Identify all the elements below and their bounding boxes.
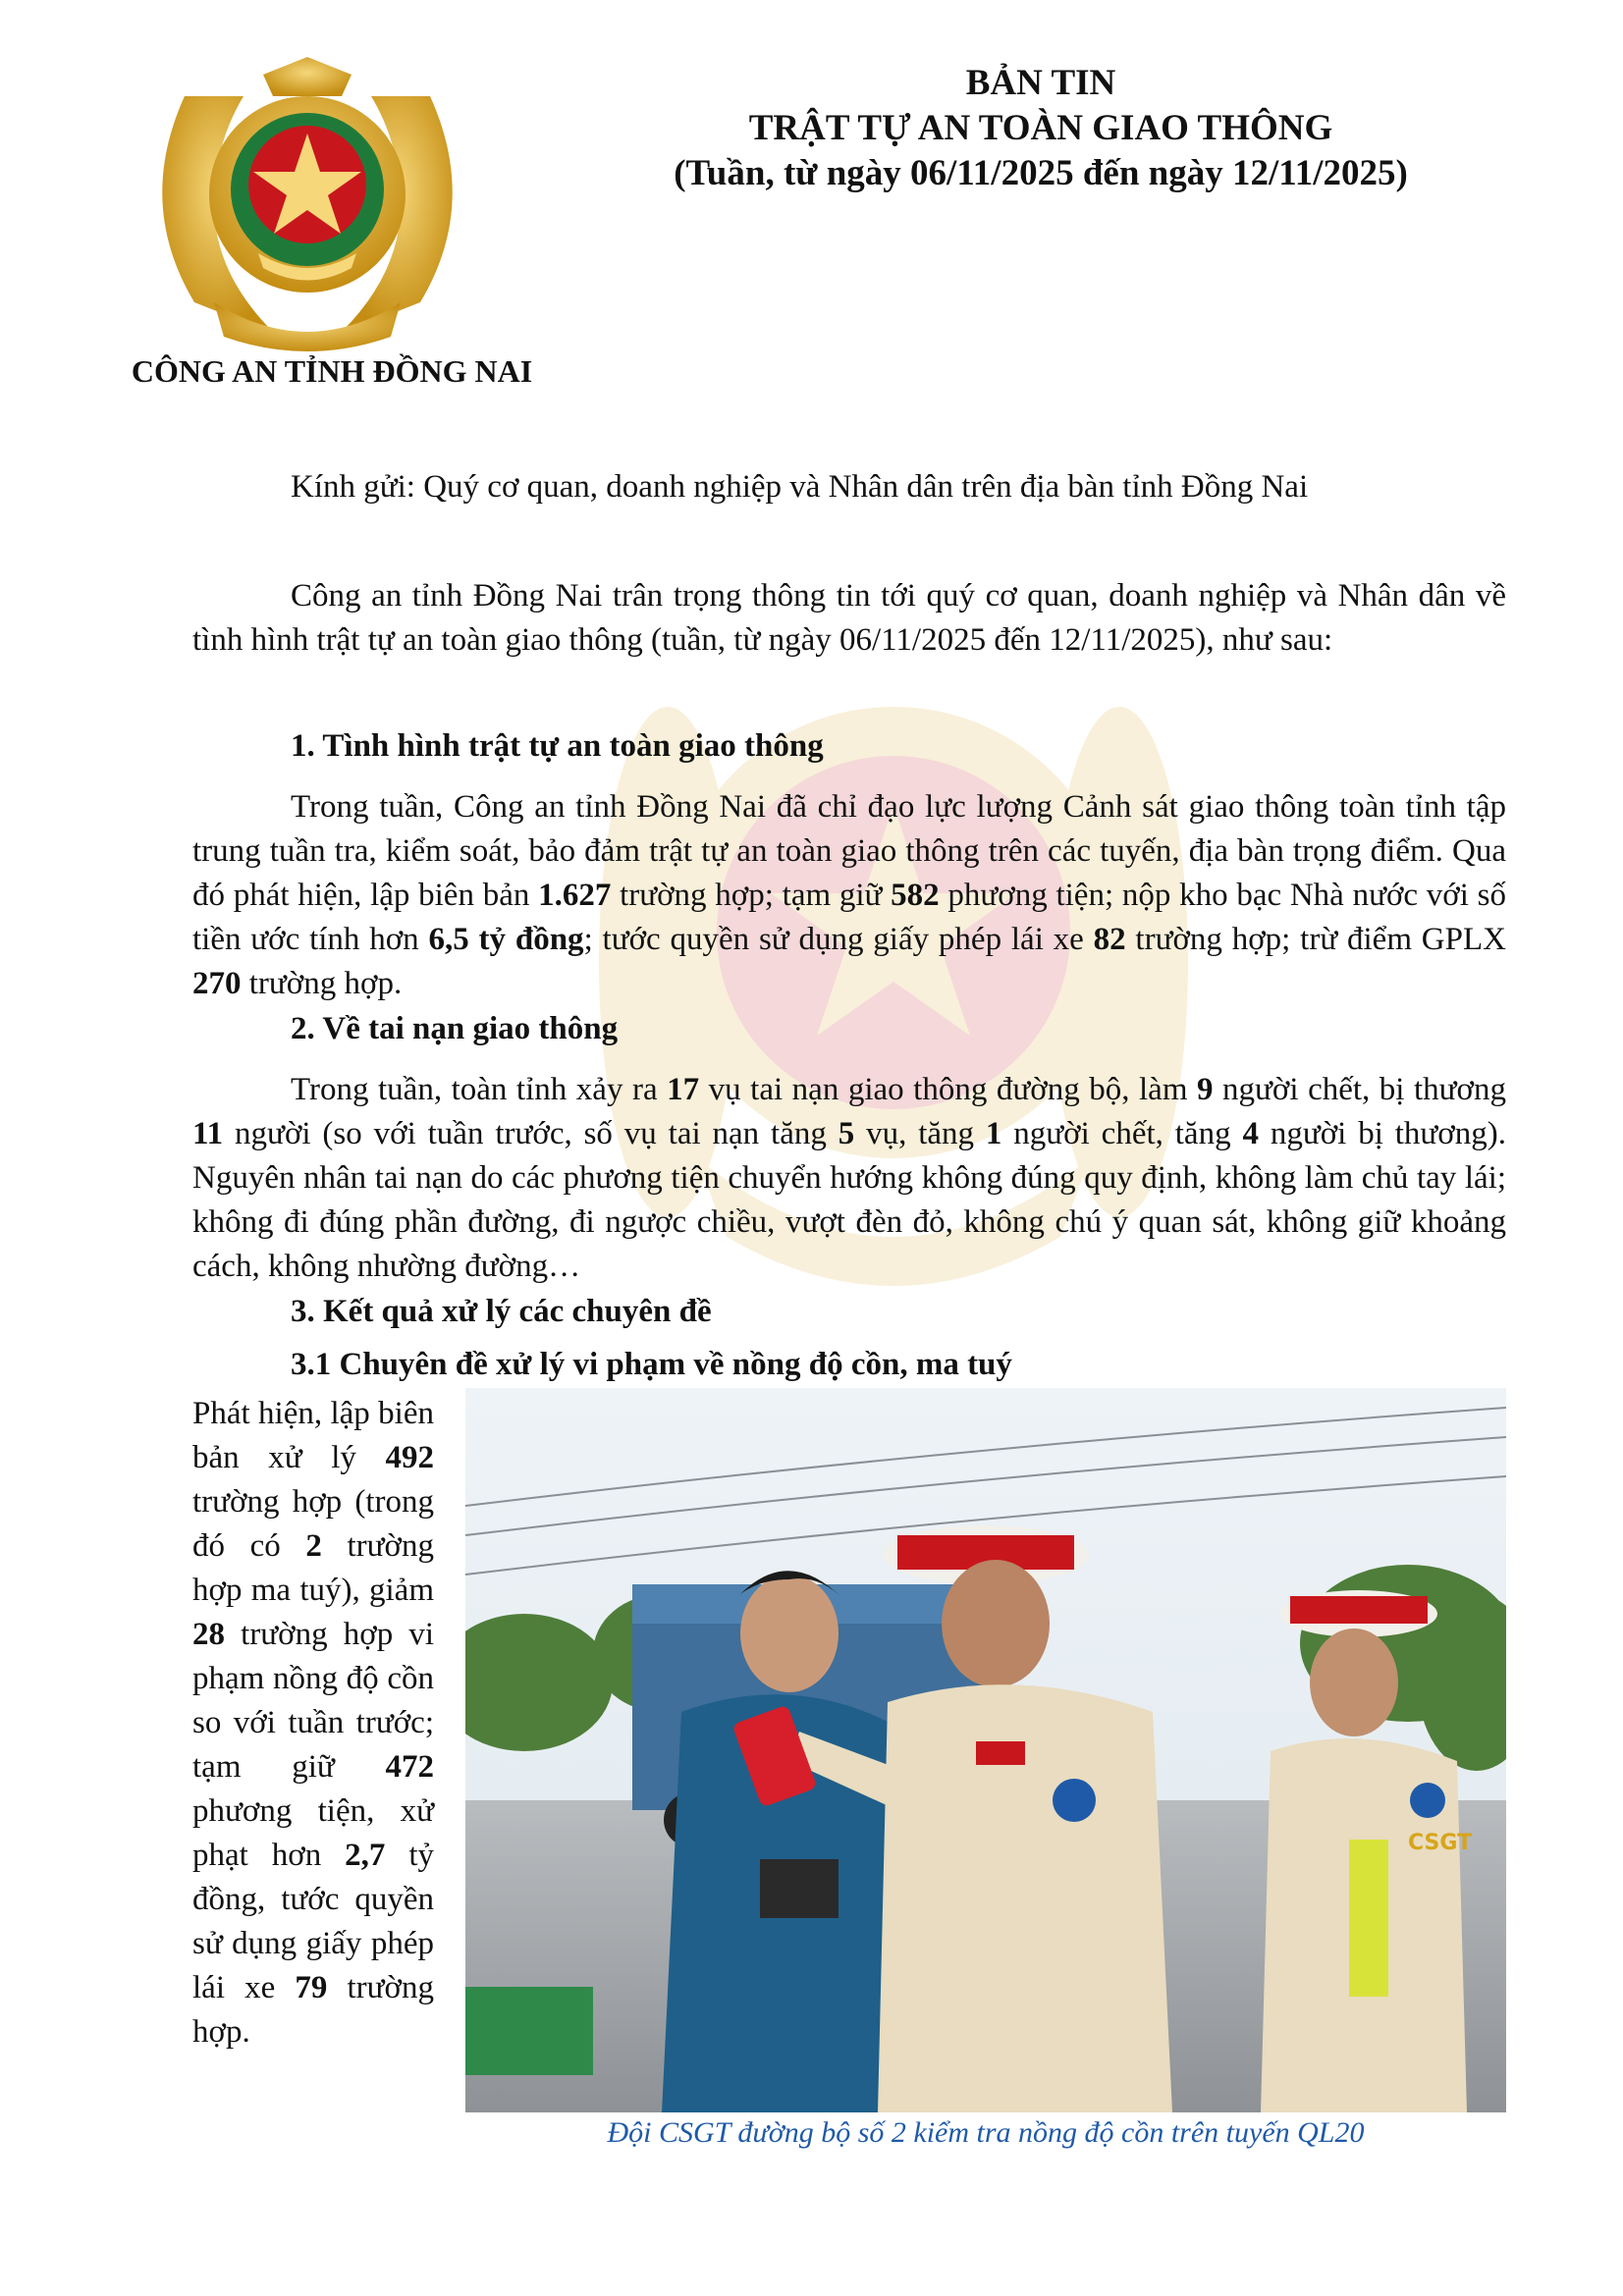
csgt-badge-text: CSGT	[1408, 1831, 1473, 1855]
bulletin-period: (Tuần, từ ngày 06/11/2025 đến ngày 12/11/2025)	[674, 153, 1408, 193]
agency-name: CÔNG AN TỈNH ĐỒNG NAI	[131, 353, 533, 389]
section-1-heading: 1. Tình hình trật tự an toàn giao thông	[291, 728, 824, 764]
section-3-1-paragraph: Phát hiện, lập biên bản xử lý 492 trường hợp (trong đó có 2 trường hợp ma tuý), giảm 28 trường hợp vi phạm nồng độ cồn so với tuần trước; tạm giữ 472 phương tiện, xử phạt hơn 2,7 tỷ đồng, tước quyền sử dụng giấy phép lái xe 79 trường hợp.	[192, 1396, 434, 2050]
section-3-1-heading: 3.1 Chuyên đề xử lý vi phạm về nồng độ cồn, ma tuý	[291, 1347, 1012, 1382]
intro-paragraph: Công an tỉnh Đồng Nai trân trọng thông tin tới quý cơ quan, doanh nghiệp và Nhân dân về tình hình trật tự an toàn giao thông (tuần, từ ngày 06/11/2025 đến 12/11/2025), như sau:	[192, 578, 1506, 658]
photo-caption: Đội CSGT đường bộ số 2 kiểm tra nồng độ cồn trên tuyến QL20	[607, 2116, 1365, 2149]
news-photo	[465, 1388, 1506, 2112]
section-3-heading: 3. Kết quả xử lý các chuyên đề	[291, 1294, 712, 1329]
section-2-heading: 2. Về tai nạn giao thông	[291, 1011, 619, 1046]
section-1-paragraph: Trong tuần, Công an tỉnh Đồng Nai đã chỉ đạo lực lượng Cảnh sát giao thông toàn tỉnh tập trung tuần tra, kiểm soát, bảo đảm trật tự an toàn giao thông trên các tuyến, địa bàn trọng điểm. Qua đó phát hiện, lập biên bản 1.627 trường hợp; tạm giữ 582 phương tiện; nộp kho bạc Nhà nước với số tiền ước tính hơn 6,5 tỷ đồng; tước quyền sử dụng giấy phép lái xe 82 trường hợp; trừ điểm GPLX 270 trường hợp.	[192, 789, 1506, 1001]
bulletin-subtitle: TRẬT TỰ AN TOÀN GIAO THÔNG	[748, 108, 1333, 148]
bulletin-title: BẢN TIN	[965, 63, 1116, 103]
bulletin-title-block	[550, 61, 1532, 196]
section-2-paragraph: Trong tuần, toàn tỉnh xảy ra 17 vụ tai nạn giao thông đường bộ, làm 9 người chết, bị thương 11 người (so với tuần trước, số vụ tai nạn tăng 5 vụ, tăng 1 người chết, tăng 4 người bị thương). Nguyên nhân tai nạn do các phương tiện chuyển hướng không đúng quy định, không làm chủ tay lái; không đi đúng phần đường, đi ngược chiều, vượt đèn đỏ, không chú ý quan sát, không giữ khoảng cách, không nhường đường…	[192, 1072, 1506, 1284]
greeting: Kính gửi: Quý cơ quan, doanh nghiệp và Nhân dân trên địa bàn tỉnh Đồng Nai	[291, 469, 1309, 505]
police-emblem-icon	[126, 57, 489, 351]
